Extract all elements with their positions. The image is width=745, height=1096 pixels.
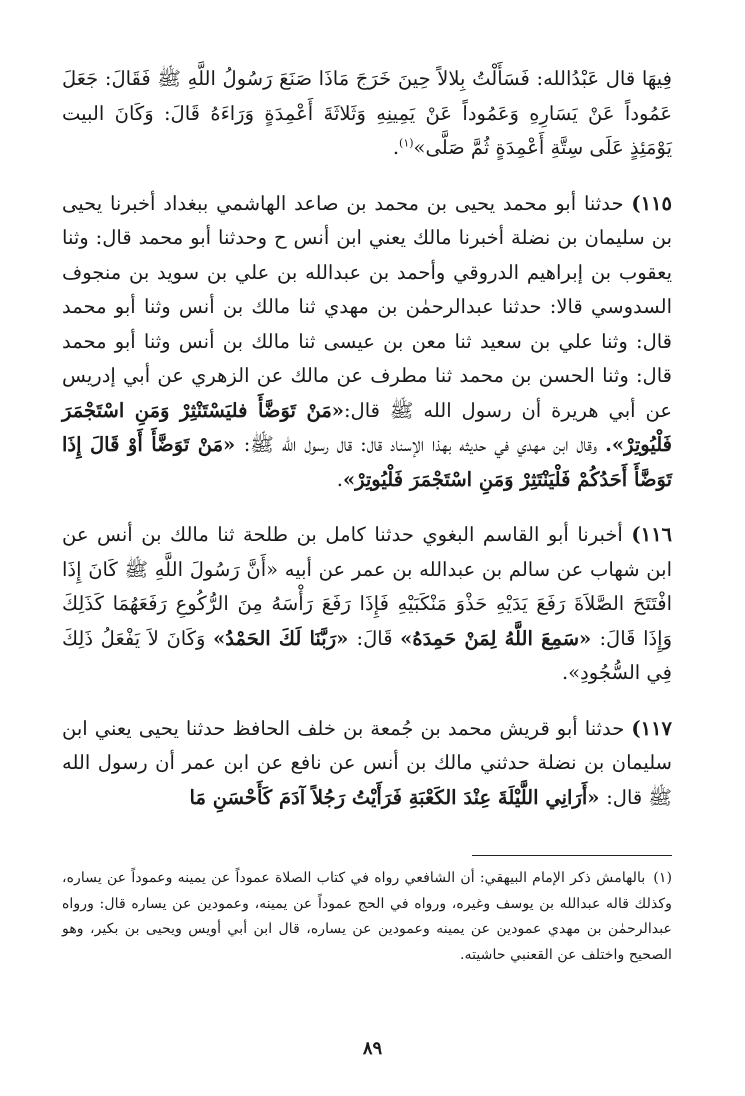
hadith-middle: وقال ابن مهدي في حديثه بهذا الإسناد قال: قال رسول الله ﷺ: [243,433,606,456]
hadith-tail: . [336,467,343,491]
hadith-matn-2: «مَنْ تَوَضَّأَ أَوْ قَالَ إِذَا تَوَضَّأَ أَحَدُكُمْ فَلْيَنْتَثِرْ وَمَنِ اسْتَجْمَرَ فَلْيُوتِرْ» [62,433,672,491]
paragraph-tail: . [392,136,400,159]
footnote-number: (١) [653,870,672,886]
hadith-isnad: حدثنا أبو محمد يحيى بن محمد بن صاعد الهاشمي ببغداد أخبرنا يحيى بن سليمان بن نضلة أخبرنا مالك يعني ابن أنس ح وحدثنا أبو محمد قال: وثنا يعقوب بن إبراهيم الدروقي وأحمد بن عبدالله بن علي بن سويد بن منجوف السدوسي قالا: حدثنا عبدالرحمٰن بن مهدي ثنا مالك بن أنس وثنا أبو محمد قال: وثنا علي بن سعيد ثنا معن بن عيسى ثنا مالك بن أنس وثنا أبو محمد قال: وثنا الحسن بن محمد ثنا مطرف عن مالك عن الزهري عن أبي إدريس عن أبي هريرة أن رسول الله ﷺ قال: [62,191,672,422]
footnote-divider [472,855,672,856]
hadith-middle: قَالَ: [356,626,401,650]
footnote-text: بالهامش ذكر الإمام البيهقي: أن الشافعي رواه في كتاب الصلاة عموداً عن يمينه وعموداً عن يساره، وكذلك قاله عبدالله بن يوسف وغيره، ورواه في الحج عموداً عن يمينه، وعمودين عن يساره قال: ورواه عبدالرحمٰن بن مهدي عمودين عن يمينه وعمودين عن يساره، قال ابن أبي أويس ويحيى بن بكير، وهو الصحيح واختلف عن القعنبي حاشيته. [62,870,672,963]
hadith-116 [62,518,672,691]
hadith-115 [62,187,672,498]
hadith-matn-1: «سَمِعَ اللَّهُ لِمَنْ حَمِدَهُ» [400,626,600,650]
page-body [62,62,672,836]
hadith-isnad: حدثنا أبو قريش محمد بن جُمعة بن خلف الحافظ حدثنا يحيى يعني ابن سليمان بن نضلة حدثني مالك بن أنس عن نافع عن ابن عمر أن رسول الله ﷺ قال: [62,716,672,809]
hadith-number: ١١٦) [631,523,673,546]
footnote-reference[interactable]: (١) [399,136,414,150]
hadith-117 [62,712,672,816]
hadith-matn-2: «رَبَّنَا لَكَ الحَمْدُ» [213,626,357,650]
hadith-number: ١١٥) [631,191,672,215]
hadith-matn-1: «مَنْ تَوَضَّأَ فليَسْتَنْثِرْ وَمَنِ اسْتَجْمَرَ فَلْيُوتِرْ». [62,398,672,456]
paragraph-continuation [62,62,672,166]
hadith-number: ١١٧) [631,716,672,740]
hadith-tail: وَكَانَ لاَ يَفْعَلُ ذَلِكَ فِي السُّجُودِ». [62,626,672,684]
hadith-matn-1: «أَرَانِي اللَّيْلَةَ عِنْدَ الكَعْبَةِ فَرَأَيْتُ رَجُلاً آدَمَ كَأَحْسَنِ مَا [189,785,607,809]
paragraph-text: فِيهَا قال عَبْدُالله: فَسَأَلْتُ بِلالاً حِينَ خَرَجَ مَاذَا صَنَعَ رَسُولُ اللَّهِ ﷺ فَقَالَ: جَعَلَ عَمُوداً عَنْ يَسَارِهِ وَعَمُوداً عَنْ يَمِينِهِ وَثَلاثَةَ أَعْمِدَةٍ وَرَاءَهُ قَالَ: وَكَانَ البيت يَوْمَئِذٍ عَلَى سِتَّةِ أَعْمِدَةٍ ثُمَّ صَلَّى» [62,67,672,159]
hadith-isnad: أخبرنا أبو القاسم البغوي حدثنا كامل بن طلحة ثنا مالك بن أنس عن ابن شهاب عن سالم بن عبدالله بن عمر عن أبيه «أَنَّ رَسُولَ اللَّهِ ﷺ كَانَ إِذَا افْتَتَحَ الصَّلاَةَ رَفَعَ يَدَيْهِ حَذْوَ مَنْكَبَيْهِ فَإِذَا رَفَعَ رَأْسَهُ مِنَ الرُّكُوعِ رَفَعَهُمَا كَذَلِكَ وَإِذَا قَالَ: [62,523,673,650]
page-number: ٨٩ [362,1038,383,1059]
footnotes [62,866,672,968]
